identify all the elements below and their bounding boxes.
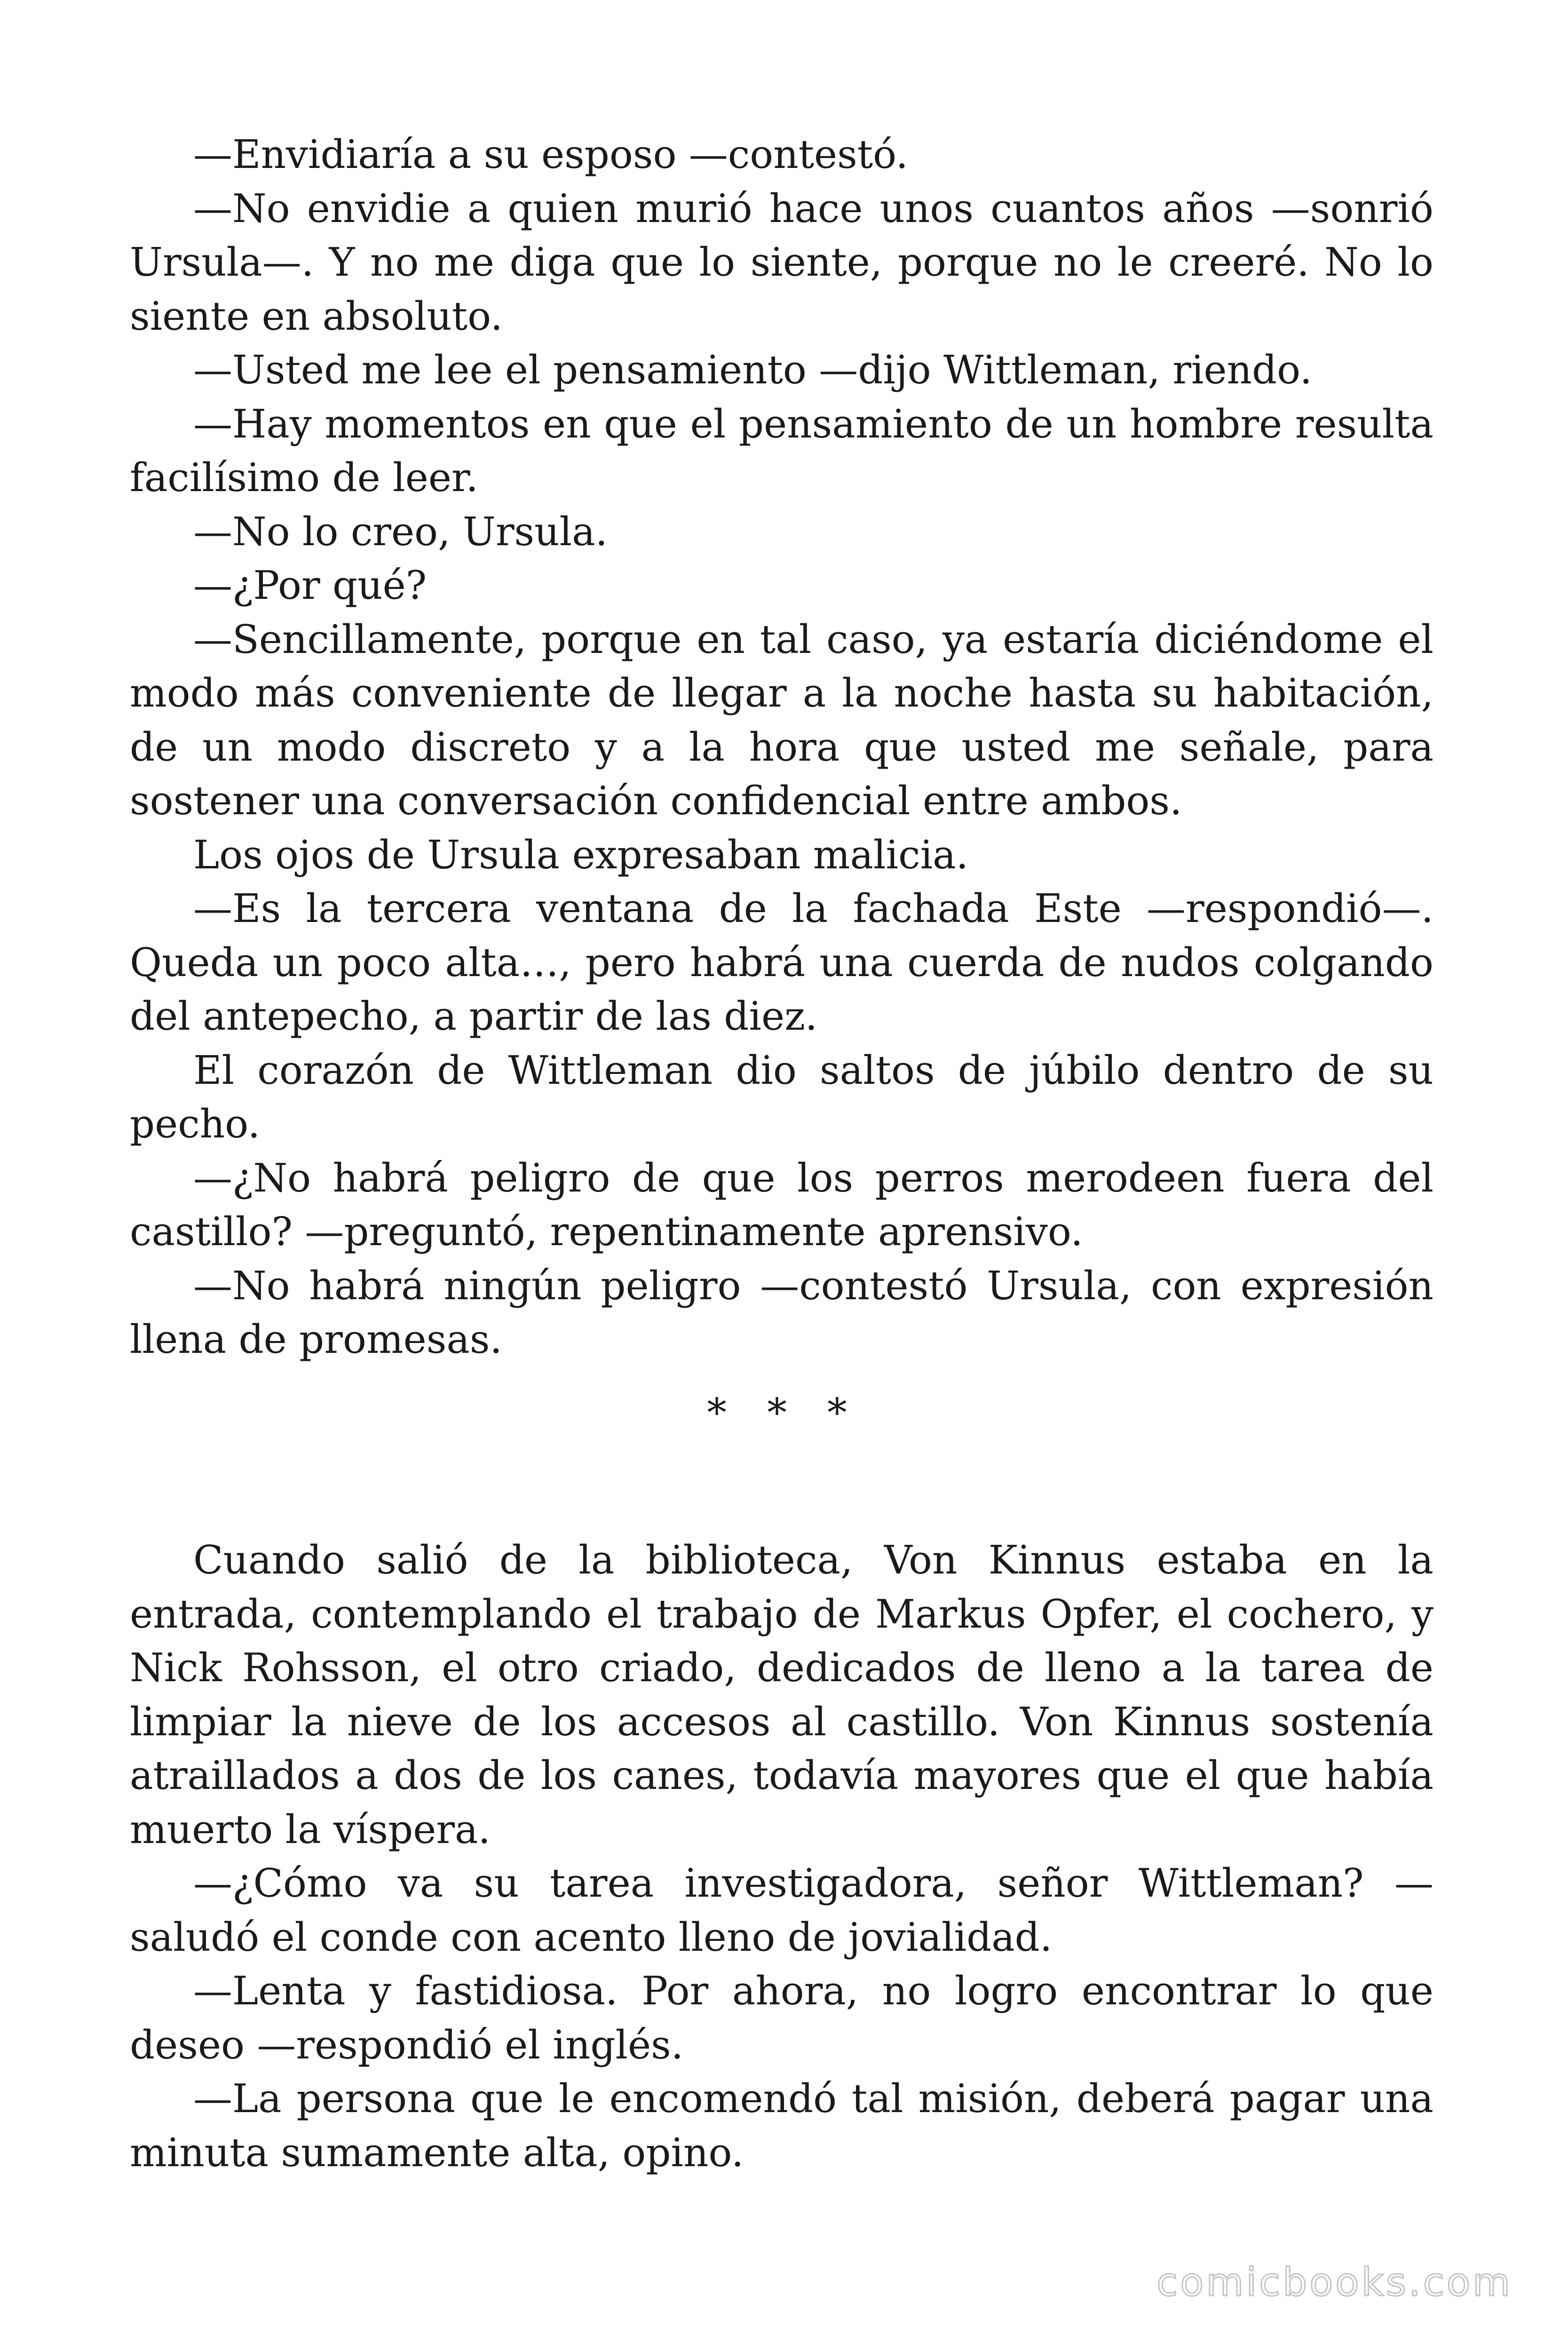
paragraph: El corazón de Wittleman dio saltos de júbilo dentro de su pecho. (130, 1047, 1433, 1147)
paragraph: —La persona que le encomendó tal misión, deberá pagar una minuta sumamente alta, opino. (130, 2076, 1433, 2176)
section-separator: * * * (707, 1390, 861, 1436)
paragraph: —Usted me lee el pensamiento —dijo Wittleman, riendo. (193, 347, 1313, 393)
paragraph: Los ojos de Ursula expresaban malicia. (193, 832, 969, 878)
paragraph: —Sencillamente, porque en tal caso, ya estaría diciéndome el modo más conveniente de llegar a la noche hasta su habitación, de un modo discreto y a la hora que usted me señale, para sostener una conversación confidencial entre ambos. (130, 616, 1433, 824)
paragraph: —Es la tercera ventana de la fachada Este —respondió—. Queda un poco alta…, pero habrá una cuerda de nudos colgando del antepecho, a partir de las diez. (130, 886, 1433, 1039)
watermark: comicbooks.com (1156, 2260, 1513, 2305)
paragraph: —Hay momentos en que el pensamiento de un hombre resulta facilísimo de leer. (130, 401, 1433, 501)
text-section-1 (130, 128, 1433, 1367)
paragraph: Cuando salió de la biblioteca, Von Kinnus estaba en la entrada, contemplando el trabajo de Markus Opfer, el cochero, y Nick Rohsson, el otro criado, dedicados de lleno a la tarea de limpiar la nieve de los accesos al castillo. Von Kinnus sostenía atraillados a dos de los canes, todavía mayores que el que había muerto la víspera. (130, 1537, 1433, 1852)
paragraph: —¿Cómo va su tarea investigadora, señor Wittleman? —saludó el conde con acento lleno de jovialidad. (130, 1860, 1433, 1960)
paragraph: —Envidiaría a su esposo —contestó. (193, 132, 909, 177)
paragraph: —No habrá ningún peligro —contestó Ursula, con expresión llena de promesas. (130, 1263, 1433, 1362)
paragraph: —Lenta y fastidiosa. Por ahora, no logro encontrar lo que deseo —respondió el inglés. (130, 1968, 1433, 2068)
paragraph: —No envidie a quien murió hace unos cuantos años —sonrió Ursula—. Y no me diga que lo siente, porque no le creeré. No lo siente en absoluto. (130, 185, 1433, 339)
paragraph: —¿No habrá peligro de que los perros merodeen fuera del castillo? —preguntó, repentinamente aprensivo. (130, 1155, 1433, 1255)
text-section-2 (130, 1534, 1433, 2180)
paragraph: —No lo creo, Ursula. (193, 509, 608, 555)
paragraph: —¿Por qué? (193, 563, 427, 608)
